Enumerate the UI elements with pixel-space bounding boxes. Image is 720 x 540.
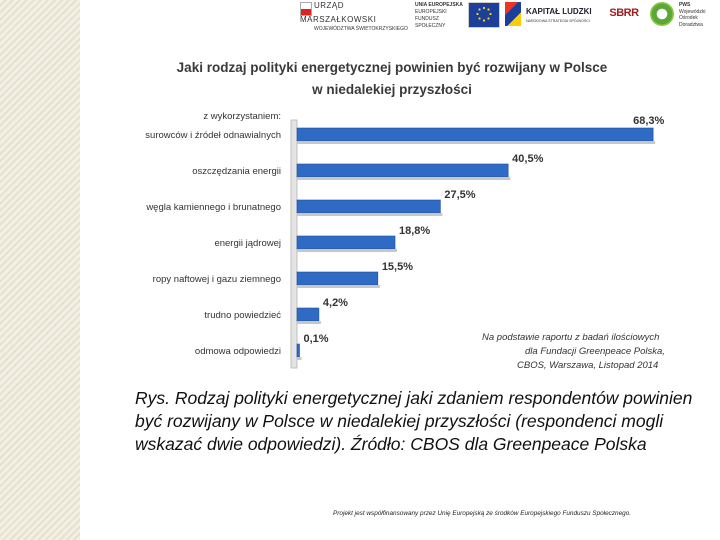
pws-line3: Ośrodek	[678, 15, 698, 21]
group-label: z wykorzystaniem:	[203, 111, 281, 122]
value-labels	[304, 115, 665, 345]
bars-layer	[297, 128, 655, 360]
chart-title-line1: Jaki rodzaj polityki energetycznej powinien być rozwijany w Polsce	[176, 60, 608, 75]
bar-shadow	[297, 177, 510, 180]
category-label: odmowa odpowiedzi	[194, 346, 281, 357]
bar	[297, 200, 440, 213]
axis-wall	[291, 120, 297, 368]
sbrr-logo	[605, 2, 643, 30]
sponsor-logo-bar	[300, 2, 715, 32]
category-labels	[145, 130, 281, 357]
source-note	[482, 332, 665, 371]
ue-line3: FUNDUSZ SPOŁECZNY	[415, 16, 446, 29]
bar-shadow	[297, 249, 397, 252]
bar-shadow	[297, 321, 321, 324]
kapital-title: KAPITAŁ LUDZKI	[525, 7, 592, 16]
cofinancing-footer: Projekt jest współfinansowany przez Unię Europejską ze środków Europejskiego Funduszu Społecznego.	[333, 510, 632, 517]
flag-icon	[300, 2, 312, 16]
bar-shadow	[297, 285, 380, 288]
value-label: 27,5%	[444, 189, 476, 201]
pws-line2: Wojewódzki	[678, 8, 706, 15]
category-label: ropy naftowej i gazu ziemnego	[152, 274, 281, 285]
figure-caption: Rys. Rodzaj polityki energetycznej jaki zdaniem respondentów powinien być rozwijany w Polsce w niedalekiej przyszłości (respondenci mogli wskazać dwie odpowiedzi). Źródło: CBOS dla Greenpeace Polska	[135, 388, 693, 454]
sbrr-text: SBRR	[609, 7, 639, 19]
bar	[297, 272, 378, 285]
category-label: trudno powiedzieć	[204, 310, 281, 321]
source-note-line1: Na podstawie raportu z badań ilościowych	[482, 332, 660, 343]
urzad-subtitle: WOJEWÓDZTWA ŚWIĘTOKRZYSKIEGO	[314, 26, 408, 30]
value-label: 4,2%	[322, 297, 348, 309]
leaf-icon	[650, 2, 674, 26]
category-label: energii jądrowej	[214, 238, 281, 249]
category-label: oszczędzania energii	[192, 166, 281, 177]
unia-europejska-text-logo	[415, 2, 463, 30]
chart-title-line2: w niedalekiej przyszłości	[312, 82, 472, 97]
bar-shadow	[297, 213, 442, 216]
left-decorative-strip	[0, 0, 80, 540]
value-label: 40,5%	[512, 153, 544, 165]
value-label: 68,3%	[633, 115, 665, 127]
ue-line2: EUROPEJSKI	[415, 9, 447, 15]
bar	[297, 164, 508, 177]
eu-flag-icon	[468, 2, 500, 28]
category-label: surowców i źródeł odnawialnych	[145, 130, 281, 141]
kapital-ludzki-logo	[505, 2, 597, 30]
urzad-title: URZĄD MARSZAŁKOWSKI	[300, 2, 377, 24]
bar	[297, 344, 300, 357]
ue-line1: UNIA EUROPEJSKA	[415, 2, 463, 8]
energy-policy-bar-chart	[105, 48, 705, 378]
bar	[297, 128, 653, 141]
urzad-marszalkowski-logo	[300, 2, 410, 30]
value-label: 18,8%	[399, 225, 431, 237]
bar	[297, 236, 395, 249]
kapital-star-icon	[505, 2, 521, 26]
bar-shadow	[297, 141, 655, 144]
kapital-subtitle: NARODOWA STRATEGIA SPÓJNOŚCI	[525, 19, 590, 23]
source-note-line3: CBOS, Warszawa, Listopad 2014	[517, 360, 659, 371]
eu-stars-icon	[469, 3, 499, 27]
value-label: 15,5%	[381, 261, 414, 273]
source-note-line2: dla Fundacji Greenpeace Polska,	[525, 346, 665, 357]
category-label: węgla kamiennego i brunatnego	[146, 202, 281, 213]
bar	[297, 308, 319, 321]
value-label: 0,1%	[303, 333, 329, 345]
pws-line1: PWS	[678, 2, 691, 8]
pws-logo	[650, 2, 714, 30]
pws-line4: Doradztwa	[678, 21, 703, 28]
bar-shadow	[297, 357, 302, 360]
